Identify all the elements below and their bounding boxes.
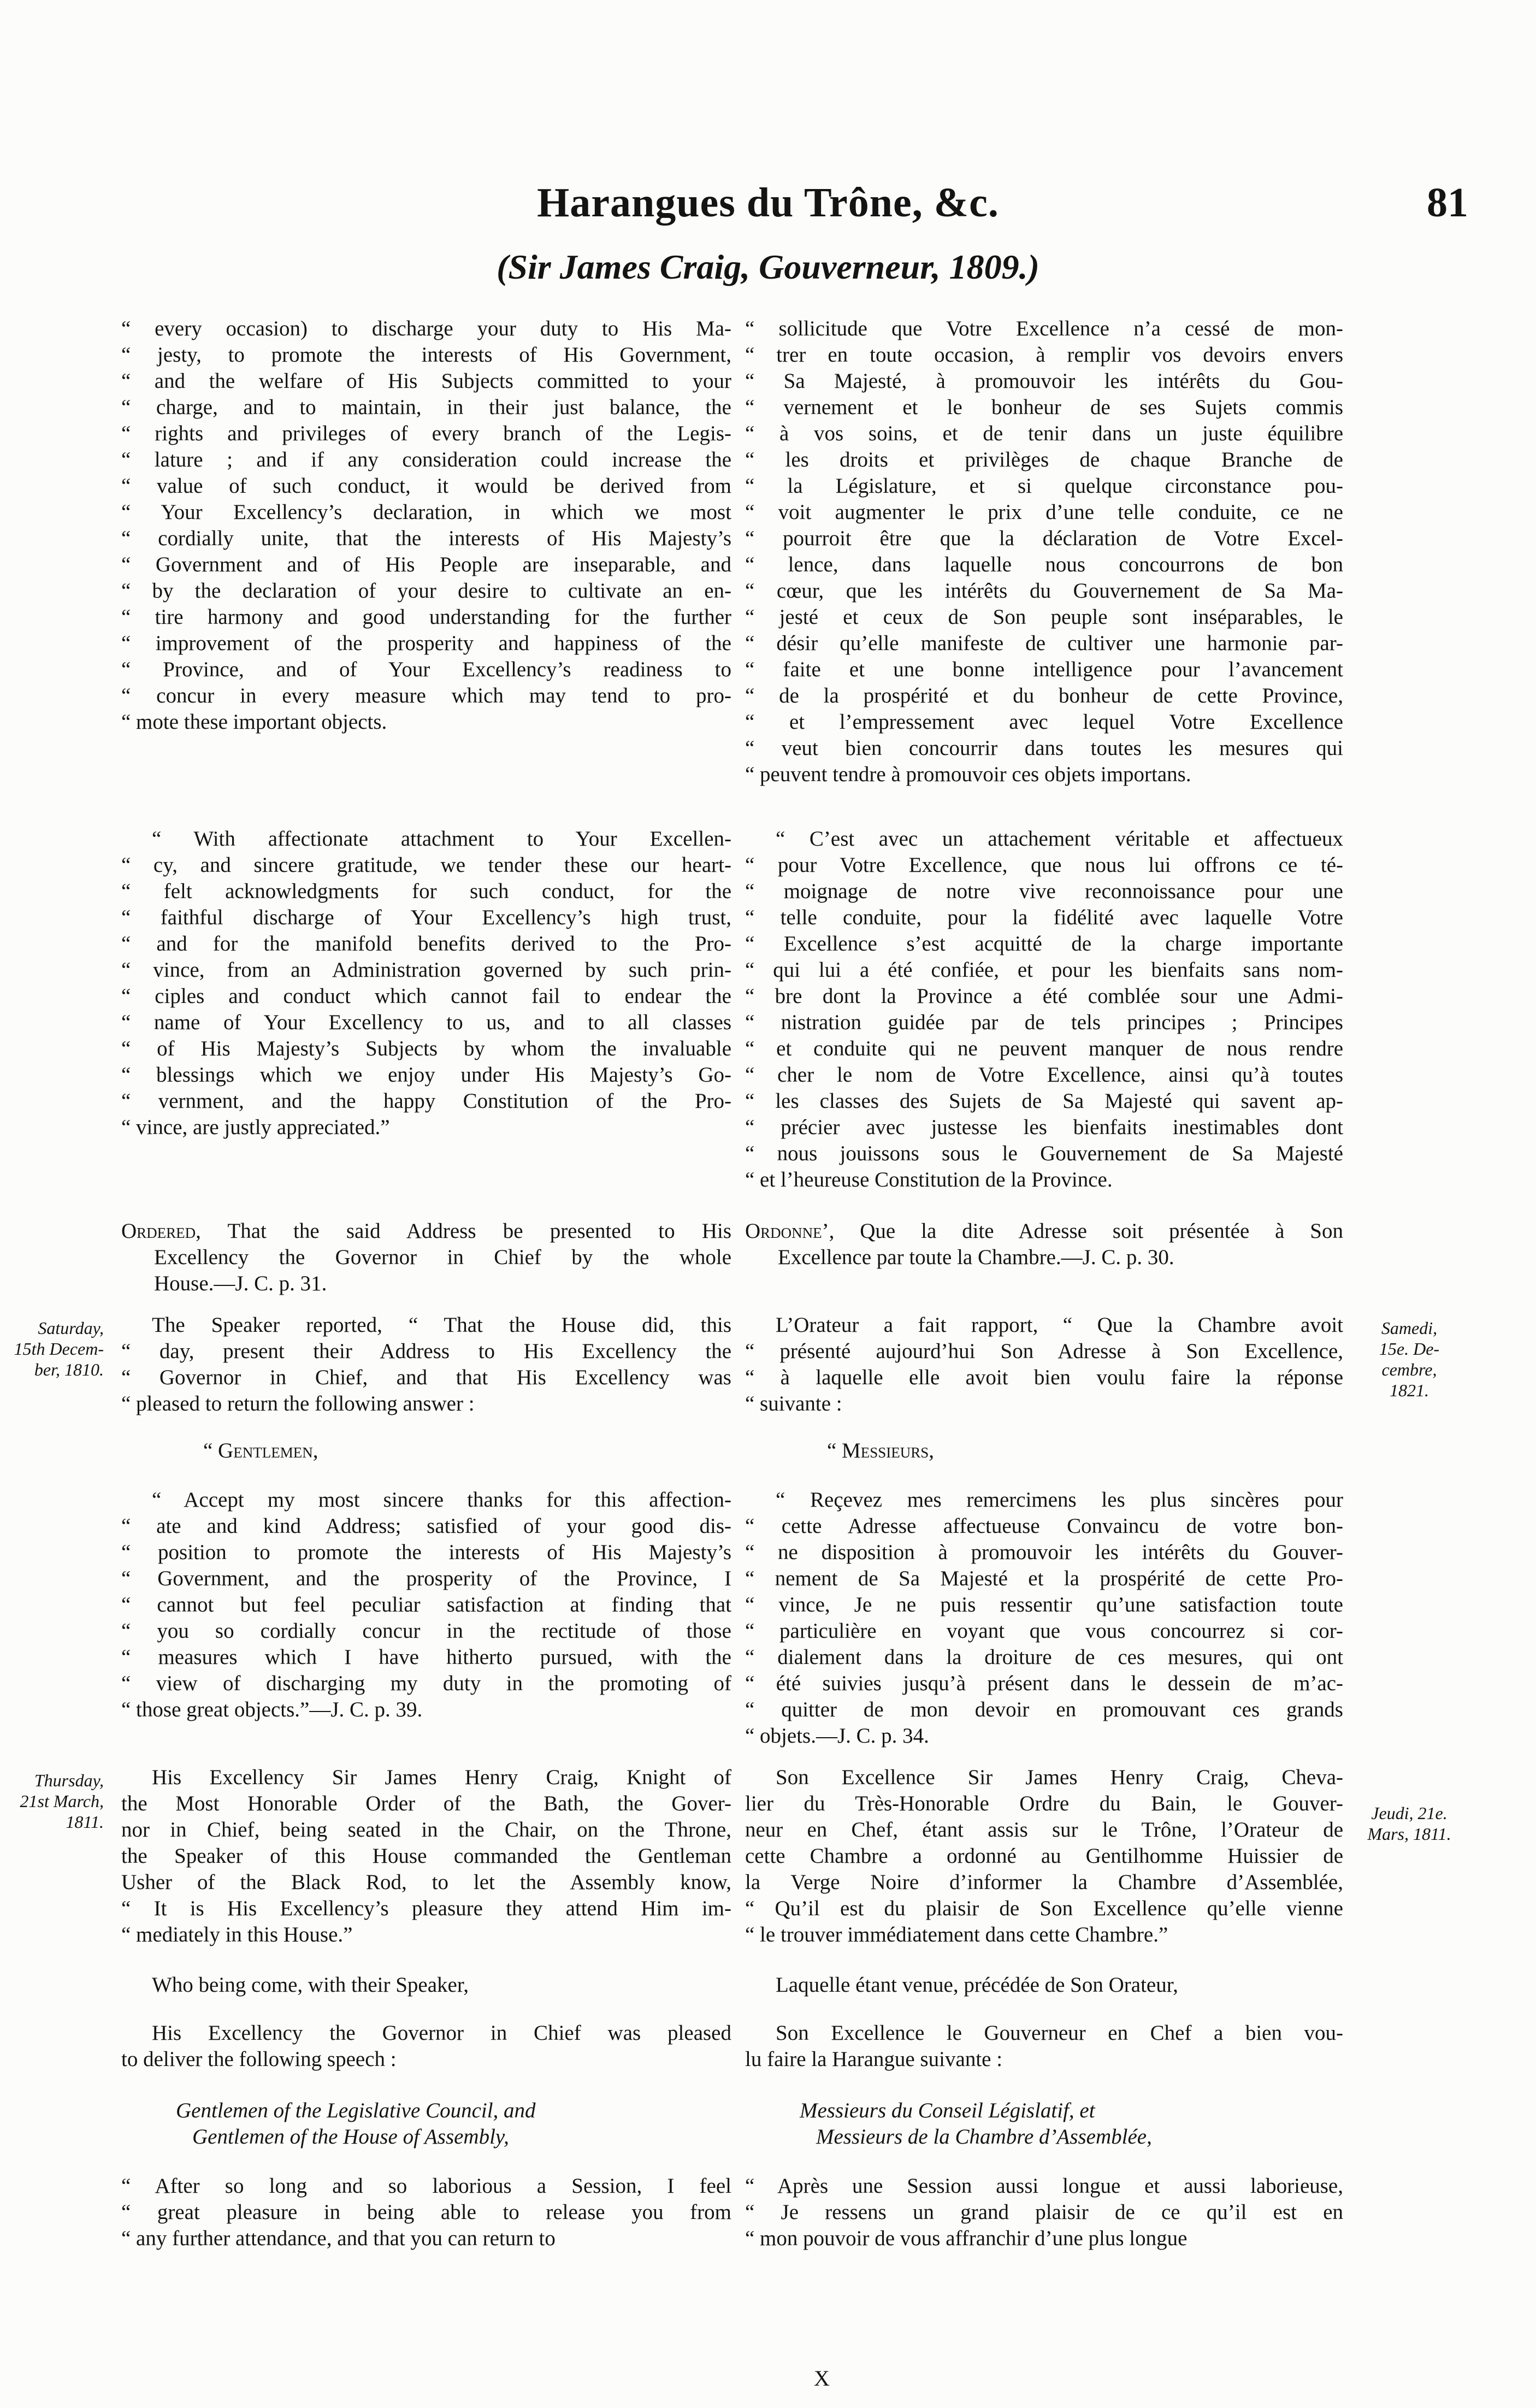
text-line: “ day, present their Address to His Excellency the bbox=[121, 1339, 731, 1363]
text-line: “ nistration guidée par de tels principes ; Principes bbox=[745, 1011, 1343, 1034]
text-line: “ felt acknowledgments for such conduct, for the bbox=[121, 880, 731, 903]
text-line: “ Qu’il est du plaisir de Son Excellence qu’elle vienne bbox=[745, 1897, 1343, 1920]
text-line: “ été suivies jusqu’à présent dans le dessein de m’ac- bbox=[745, 1672, 1343, 1695]
text-line: “ lence, dans laquelle nous concourrons de bon bbox=[745, 553, 1343, 576]
text-line: “ measures which I have hitherto pursued, with the bbox=[121, 1645, 731, 1669]
text-line: “ objets.—J. C. p. 34. bbox=[745, 1724, 929, 1748]
margin-note-line: cembre, bbox=[1381, 1360, 1437, 1379]
text-line: “ qui lui a été confiée, et pour les bienfaits sans nom- bbox=[745, 958, 1343, 982]
text-line: “ vince, are justly appreciated.” bbox=[121, 1116, 390, 1139]
text-line: Ordonne’, Que la dite Adresse soit présentée à Son bbox=[745, 1219, 1343, 1243]
french-paragraph bbox=[745, 826, 1343, 1193]
text-line: “ quitter de mon devoir en promouvant ces grands bbox=[745, 1698, 1343, 1721]
text-line: “ précier avec justesse les bienfaits inestimables dont bbox=[745, 1116, 1343, 1139]
margin-note-line: 1811. bbox=[66, 1812, 104, 1832]
english-paragraph bbox=[121, 316, 731, 735]
text-line: His Excellency Sir James Henry Craig, Knight of bbox=[152, 1766, 731, 1789]
text-line: “ faite et une bonne intelligence pour l’avancement bbox=[745, 658, 1343, 681]
text-line: “ Accept my most sincere thanks for this affection- bbox=[152, 1488, 731, 1512]
margin-date-note bbox=[11, 1770, 104, 1832]
margin-date-note bbox=[11, 1318, 104, 1380]
english-paragraph bbox=[121, 1972, 731, 1998]
text-line: “ vince, from an Administration governed by such prin- bbox=[121, 958, 731, 982]
text-line: to deliver the following speech : bbox=[121, 2047, 397, 2071]
text-line: “ you so cordially concur in the rectitude of those bbox=[121, 1619, 731, 1643]
margin-date-note bbox=[1363, 1318, 1456, 1401]
text-line: “ présenté aujourd’hui Son Adresse à Son Excellence, bbox=[745, 1339, 1343, 1363]
margin-note-line: 15e. De- bbox=[1379, 1339, 1440, 1359]
english-paragraph bbox=[121, 2020, 731, 2073]
margin-note-line: Jeudi, 21e. bbox=[1371, 1803, 1448, 1823]
text-line: “ any further attendance, and that you can return to bbox=[121, 2227, 556, 2250]
text-line: “ veut bien concourrir dans toutes les mesures qui bbox=[745, 736, 1343, 760]
text-line: “ of His Majesty’s Subjects by whom the invaluable bbox=[121, 1037, 731, 1060]
text-line: “ ne disposition à promouvoir les intérêts du Gouver- bbox=[745, 1541, 1343, 1564]
text-line: Messieurs du Conseil Législatif, et bbox=[800, 2099, 1095, 2122]
text-line: “ great pleasure in being able to release you from bbox=[121, 2200, 731, 2224]
text-line: “ Reçevez mes remercimens les plus sincères pour bbox=[776, 1488, 1343, 1512]
text-line: “ mon pouvoir de vous affranchir d’une plus longue bbox=[745, 2227, 1188, 2250]
ordered-label: Ordonne’, bbox=[745, 1219, 835, 1243]
text-line: “ cordially unite, that the interests of His Majesty’s bbox=[121, 527, 731, 550]
text-line: “ la Législature, et si quelque circonstance pou- bbox=[745, 474, 1343, 498]
margin-note-line: Thursday, bbox=[34, 1770, 104, 1790]
text-line: Ordered, That the said Address be presented to His bbox=[121, 1219, 731, 1243]
text-line: “ bre dont la Province a été comblée sour une Admi- bbox=[745, 984, 1343, 1008]
text-line: “ value of such conduct, it would be derived from bbox=[121, 474, 731, 498]
text-line: “ suivante : bbox=[745, 1392, 842, 1415]
text-line: “ de la prospérité et du bonheur de cette Province, bbox=[745, 684, 1343, 707]
text-line: Messieurs de la Chambre d’Assemblée, bbox=[816, 2125, 1152, 2149]
text-line: “ view of discharging my duty in the promoting of bbox=[121, 1672, 731, 1695]
text-line: “ tire harmony and good understanding for the further bbox=[121, 605, 731, 629]
text-line: “ et l’empressement avec lequel Votre Excellence bbox=[745, 710, 1343, 734]
french-paragraph bbox=[745, 1438, 1343, 1464]
french-paragraph bbox=[745, 1972, 1343, 1998]
text-line: “ ciples and conduct which cannot fail to endear the bbox=[121, 984, 731, 1008]
text-line: “ cy, and sincere gratitude, we tender these our heart- bbox=[121, 853, 731, 877]
english-paragraph bbox=[121, 2098, 731, 2150]
text-line: “ faithful discharge of Your Excellency’s high trust, bbox=[121, 906, 731, 929]
text-line: Son Excellence Sir James Henry Craig, Cheva- bbox=[776, 1766, 1343, 1789]
english-paragraph bbox=[121, 2173, 731, 2252]
text-line: Gentlemen of the House of Assembly, bbox=[192, 2125, 509, 2149]
text-line: lier du Très-Honorable Ordre du Bain, le Gouver- bbox=[745, 1792, 1343, 1815]
french-paragraph bbox=[745, 1487, 1343, 1749]
text-line: His Excellency the Governor in Chief was pleased bbox=[152, 2021, 731, 2045]
signature-mark: X bbox=[814, 2366, 830, 2391]
text-line: “ Je ressens un grand plaisir de ce qu’il est en bbox=[745, 2200, 1343, 2224]
margin-note-line: Mars, 1811. bbox=[1367, 1824, 1451, 1844]
text-line: “ cette Adresse affectueuse Convaincu de votre bon- bbox=[745, 1514, 1343, 1538]
text-line: L’Orateur a fait rapport, “ Que la Chambre avoit bbox=[776, 1313, 1343, 1337]
margin-note-line: 15th Decem- bbox=[14, 1339, 104, 1359]
text-line: neur en Chef, étant assis sur le Trône, l’Orateur de bbox=[745, 1818, 1343, 1842]
english-paragraph bbox=[121, 1764, 731, 1948]
text-line: “ jesty, to promote the interests of His Government, bbox=[121, 343, 731, 367]
text-line: “ charge, and to maintain, in their just balance, the bbox=[121, 396, 731, 419]
text-line: “ sollicitude que Votre Excellence n’a cessé de mon- bbox=[745, 317, 1343, 340]
text-line: “ those great objects.”—J. C. p. 39. bbox=[121, 1698, 423, 1721]
text-line: “ Government and of His People are inseparable, and bbox=[121, 553, 731, 576]
text-line: The Speaker reported, “ That the House did, this bbox=[152, 1313, 731, 1337]
text-line: “ dialement dans la droiture de ces mesures, qui ont bbox=[745, 1645, 1343, 1669]
margin-note-line: Saturday, bbox=[38, 1318, 104, 1338]
text-line: “ It is His Excellency’s pleasure they attend Him im- bbox=[121, 1897, 731, 1920]
text-line: “ and the welfare of His Subjects committed to your bbox=[121, 369, 731, 393]
margin-date-note bbox=[1363, 1803, 1456, 1844]
ordered-label: Ordered, bbox=[121, 1219, 201, 1243]
french-paragraph bbox=[745, 2020, 1343, 2073]
page-title: Harangues du Trône, &c. bbox=[537, 180, 999, 226]
french-paragraph bbox=[745, 1764, 1343, 1948]
text-line: “ les classes des Sujets de Sa Majesté qui savent ap- bbox=[745, 1089, 1343, 1113]
text-line: “ cannot but feel peculiar satisfaction at finding that bbox=[121, 1593, 731, 1616]
text-line: “ cher le nom de Votre Excellence, ainsi qu’à toutes bbox=[745, 1063, 1343, 1087]
margin-note-line: 21st March, bbox=[20, 1791, 104, 1811]
english-paragraph bbox=[121, 1487, 731, 1723]
text-line: Who being come, with their Speaker, bbox=[152, 1973, 469, 1997]
text-line: “ pour Votre Excellence, que nous lui offrons ce té- bbox=[745, 853, 1343, 877]
text-line: “ Province, and of Your Excellency’s readiness to bbox=[121, 658, 731, 681]
text-line: “ Your Excellency’s declaration, in which we most bbox=[121, 500, 731, 524]
french-paragraph bbox=[745, 2173, 1343, 2252]
text-line: “ jesté et ceux de Son peuple sont inséparables, le bbox=[745, 605, 1343, 629]
text-line: “ le trouver immédiatement dans cette Chambre.” bbox=[745, 1923, 1168, 1946]
text-line: “ Excellence s’est acquitté de la charge importante bbox=[745, 932, 1343, 955]
text-line: “ C’est avec un attachement véritable et affectueux bbox=[776, 827, 1343, 851]
text-line: “ Governor in Chief, and that His Excellency was bbox=[121, 1366, 731, 1389]
text-line: the Speaker of this House commanded the Gentleman bbox=[121, 1844, 731, 1868]
text-line: “ trer en toute occasion, à remplir vos devoirs envers bbox=[745, 343, 1343, 367]
text-line: “ concur in every measure which may tend to pro- bbox=[121, 684, 731, 707]
text-line: “ lature ; and if any consideration could increase the bbox=[121, 448, 731, 471]
text-line: “ Messieurs, bbox=[827, 1439, 935, 1462]
text-line: “ à vos soins, et de tenir dans un juste équilibre bbox=[745, 422, 1343, 445]
text-line: House.—J. C. p. 31. bbox=[154, 1272, 327, 1295]
page-subtitle: (Sir James Craig, Gouverneur, 1809.) bbox=[497, 247, 1039, 286]
french-paragraph bbox=[745, 316, 1343, 788]
text-line: Excellence par toute la Chambre.—J. C. p. 30. bbox=[778, 1246, 1174, 1269]
english-paragraph bbox=[121, 1312, 731, 1417]
text-line: “ moignage de notre vive reconnoissance pour une bbox=[745, 880, 1343, 903]
text-line: “ mote these important objects. bbox=[121, 710, 387, 734]
text-line: “ Après une Session aussi longue et aussi laborieuse, bbox=[745, 2174, 1343, 2198]
page-header bbox=[0, 179, 1536, 239]
text-line: “ vernement et le bonheur de ses Sujets commis bbox=[745, 396, 1343, 419]
text-line: “ Gentlemen, bbox=[203, 1439, 318, 1462]
text-line: Gentlemen of the Legislative Council, and bbox=[176, 2099, 536, 2122]
text-line: “ position to promote the interests of His Majesty’s bbox=[121, 1541, 731, 1564]
english-paragraph bbox=[121, 826, 731, 1141]
text-line: “ every occasion) to discharge your duty to His Ma- bbox=[121, 317, 731, 340]
text-line: “ à laquelle elle avoit bien voulu faire la réponse bbox=[745, 1366, 1343, 1389]
text-line: the Most Honorable Order of the Bath, the Gover- bbox=[121, 1792, 731, 1815]
margin-note-line: 1821. bbox=[1390, 1380, 1429, 1400]
text-line: “ peuvent tendre à promouvoir ces objets importans. bbox=[745, 763, 1191, 786]
text-line: “ et l’heureuse Constitution de la Province. bbox=[745, 1168, 1113, 1191]
text-line: “ Government, and the prosperity of the Province, I bbox=[121, 1567, 731, 1590]
text-line: “ blessings which we enjoy under His Majesty’s Go- bbox=[121, 1063, 731, 1087]
text-line: Son Excellence le Gouverneur en Chef a bien vou- bbox=[776, 2021, 1343, 2045]
text-line: “ name of Your Excellency to us, and to all classes bbox=[121, 1011, 731, 1034]
french-paragraph bbox=[745, 1312, 1343, 1417]
text-line: Excellency the Governor in Chief by the whole bbox=[154, 1246, 731, 1269]
text-line: “ nement de Sa Majesté et la prospérité de cette Pro- bbox=[745, 1567, 1343, 1590]
text-line: “ With affectionate attachment to Your Excellen- bbox=[152, 827, 731, 851]
text-line: lu faire la Harangue suivante : bbox=[745, 2047, 1003, 2071]
text-line: “ rights and privileges of every branch of the Legis- bbox=[121, 422, 731, 445]
text-line: Laquelle étant venue, précédée de Son Orateur, bbox=[776, 1973, 1178, 1997]
text-line: “ désir qu’elle manifeste de cultiver une harmonie par- bbox=[745, 631, 1343, 655]
text-line: “ by the declaration of your desire to cultivate an en- bbox=[121, 579, 731, 603]
page-number: 81 bbox=[1427, 180, 1468, 226]
text-line: “ les droits et privilèges de chaque Branche de bbox=[745, 448, 1343, 471]
margin-note-line: Samedi, bbox=[1381, 1318, 1438, 1338]
text-line: la Verge Noire d’informer la Chambre d’Assemblée, bbox=[745, 1870, 1343, 1894]
text-line: “ improvement of the prosperity and happiness of the bbox=[121, 631, 731, 655]
text-line: “ and for the manifold benefits derived to the Pro- bbox=[121, 932, 731, 955]
text-line: “ particulière en voyant que vous concourrez si cor- bbox=[745, 1619, 1343, 1643]
french-paragraph bbox=[745, 2098, 1343, 2150]
english-paragraph bbox=[121, 1218, 731, 1297]
text-line: Usher of the Black Rod, to let the Assembly know, bbox=[121, 1870, 731, 1894]
text-line: “ vernment, and the happy Constitution of the Pro- bbox=[121, 1089, 731, 1113]
text-line: “ pleased to return the following answer : bbox=[121, 1392, 475, 1415]
text-line: “ telle conduite, pour la fidélité avec laquelle Votre bbox=[745, 906, 1343, 929]
text-line: cette Chambre a ordonné au Gentilhomme Huissier de bbox=[745, 1844, 1343, 1868]
text-line: “ Sa Majesté, à promouvoir les intérêts du Gou- bbox=[745, 369, 1343, 393]
text-line: “ After so long and so laborious a Session, I feel bbox=[121, 2174, 731, 2198]
text-line: nor in Chief, being seated in the Chair, on the Throne, bbox=[121, 1818, 731, 1842]
text-line: “ voit augmenter le prix d’une telle conduite, ce ne bbox=[745, 500, 1343, 524]
english-paragraph bbox=[121, 1438, 731, 1464]
text-line: “ pourroit être que la déclaration de Votre Excel- bbox=[745, 527, 1343, 550]
french-paragraph bbox=[745, 1218, 1343, 1271]
text-line: “ mediately in this House.” bbox=[121, 1923, 353, 1946]
text-line: “ et conduite qui ne peuvent manquer de nous rendre bbox=[745, 1037, 1343, 1060]
text-line: “ nous jouissons sous le Gouvernement de Sa Majesté bbox=[745, 1142, 1343, 1165]
text-line: “ ate and kind Address; satisfied of your good dis- bbox=[121, 1514, 731, 1538]
text-line: “ cœur, que les intérêts du Gouvernement de Sa Ma- bbox=[745, 579, 1343, 603]
text-line: “ vince, Je ne puis ressentir qu’une satisfaction toute bbox=[745, 1593, 1343, 1616]
margin-note-line: ber, 1810. bbox=[34, 1360, 104, 1379]
